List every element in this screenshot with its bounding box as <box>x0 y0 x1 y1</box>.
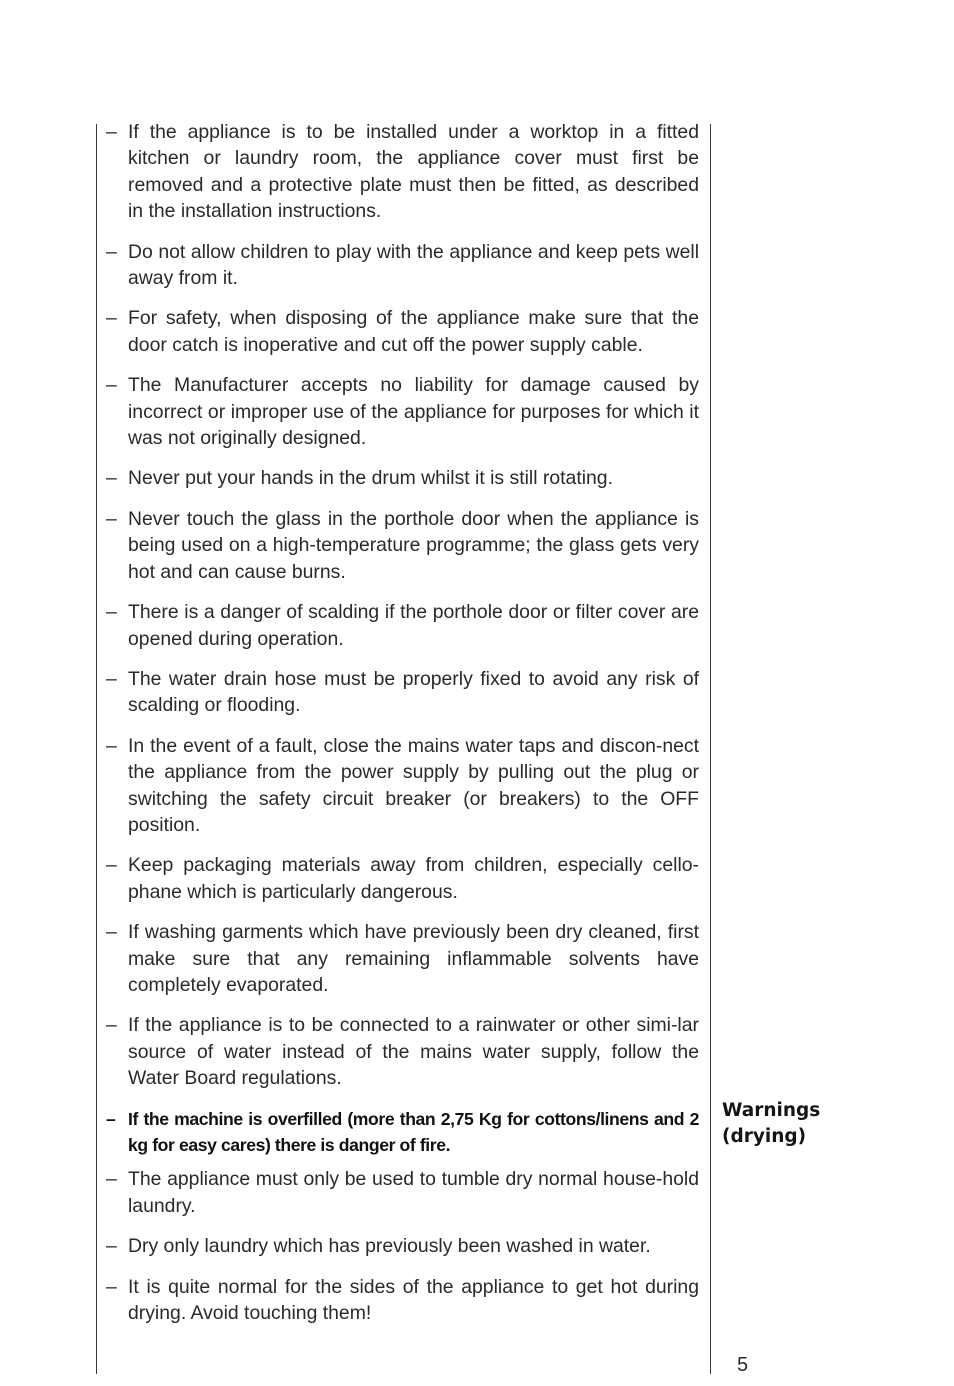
item-text: There is a danger of scalding if the porthole door or filter cover are opened during operation. <box>128 601 699 650</box>
list-item <box>106 1012 699 1091</box>
dash-bullet: – <box>106 1235 117 1258</box>
dash-bullet: – <box>106 507 117 530</box>
page-number: 5 <box>737 1354 749 1376</box>
dash-bullet: – <box>106 240 117 263</box>
dash-bullet: – <box>106 854 117 877</box>
left-margin-rule <box>96 124 97 1374</box>
item-text: If the appliance is to be installed under a worktop in a fitted kitchen or laundry room, the appliance cover must first be removed and a protective plate must then be fitted, as described in the installation instructions. <box>128 121 699 223</box>
list-item <box>106 372 699 451</box>
warnings-list <box>106 119 699 1340</box>
item-text: If the machine is overfilled (more than 2,75 Kg for cottons/linens and 2 kg for easy cares) there is danger of fire. <box>128 1108 699 1155</box>
right-column-rule <box>710 124 711 1374</box>
list-item <box>106 599 699 652</box>
list-item <box>106 852 699 905</box>
item-text: If washing garments which have previously been dry cleaned, first make sure that any remaining inflammable solvents have completely evaporated. <box>128 921 699 996</box>
warnings-drying-heading <box>722 1098 872 1150</box>
item-text: It is quite normal for the sides of the appliance to get hot during drying. Avoid touching them! <box>128 1275 699 1325</box>
item-text: The water drain hose must be properly fixed to avoid any risk of scalding or flooding. <box>128 667 699 717</box>
item-text: Do not allow children to play with the appliance and keep pets well away from it. <box>128 240 699 290</box>
list-item <box>106 119 699 225</box>
list-item <box>106 239 699 292</box>
list-item <box>106 666 699 719</box>
list-item <box>106 733 699 839</box>
dash-bullet: – <box>106 734 117 757</box>
dash-bullet: – <box>106 374 117 397</box>
list-item <box>106 1166 699 1219</box>
dash-bullet: – <box>106 1014 117 1037</box>
item-text: In the event of a fault, close the mains water taps and discon-nect the appliance from the power supply by pulling out the plug or switching the safety circuit breaker (or breakers) to the OFF position. <box>128 734 699 836</box>
dash-bullet: – <box>106 1275 117 1298</box>
heading-line-1: Warnings <box>722 1100 821 1121</box>
dash-bullet: – <box>106 121 117 143</box>
dash-bullet: – <box>106 307 117 330</box>
dash-bullet: – <box>106 467 117 490</box>
item-text: If the appliance is to be connected to a rainwater or other simi-lar source of water instead of the mains water supply, follow the Water Board regulations. <box>128 1014 699 1090</box>
list-item <box>106 305 699 358</box>
dash-bullet: – <box>106 921 117 944</box>
dash-bullet: – <box>106 1108 116 1129</box>
list-item <box>106 1233 699 1259</box>
fire-warning-item <box>106 1106 699 1159</box>
item-text: Dry only laundry which has previously been washed in water. <box>128 1235 651 1258</box>
dash-bullet: – <box>106 667 117 690</box>
item-text: Never put your hands in the drum whilst it is still rotating. <box>128 467 613 490</box>
list-item <box>106 919 699 998</box>
list-item <box>106 1274 699 1327</box>
list-item <box>106 506 699 585</box>
item-text: The appliance must only be used to tumble dry normal house-hold laundry. <box>128 1168 699 1217</box>
item-text: Keep packaging materials away from children, especially cello-phane which is particularly dangerous. <box>128 854 699 903</box>
item-text: Never touch the glass in the porthole door when the appliance is being used on a high-temperature programme; the glass gets very hot and can cause burns. <box>128 507 699 583</box>
heading-line-2: (drying) <box>722 1126 807 1147</box>
item-text: For safety, when disposing of the appliance make sure that the door catch is inoperative and cut off the power supply cable. <box>128 307 699 356</box>
dash-bullet: – <box>106 601 117 624</box>
item-text: The Manufacturer accepts no liability for damage caused by incorrect or improper use of the appliance for purposes for which it was not originally designed. <box>128 374 699 450</box>
list-item <box>106 465 699 491</box>
dash-bullet: – <box>106 1168 117 1191</box>
